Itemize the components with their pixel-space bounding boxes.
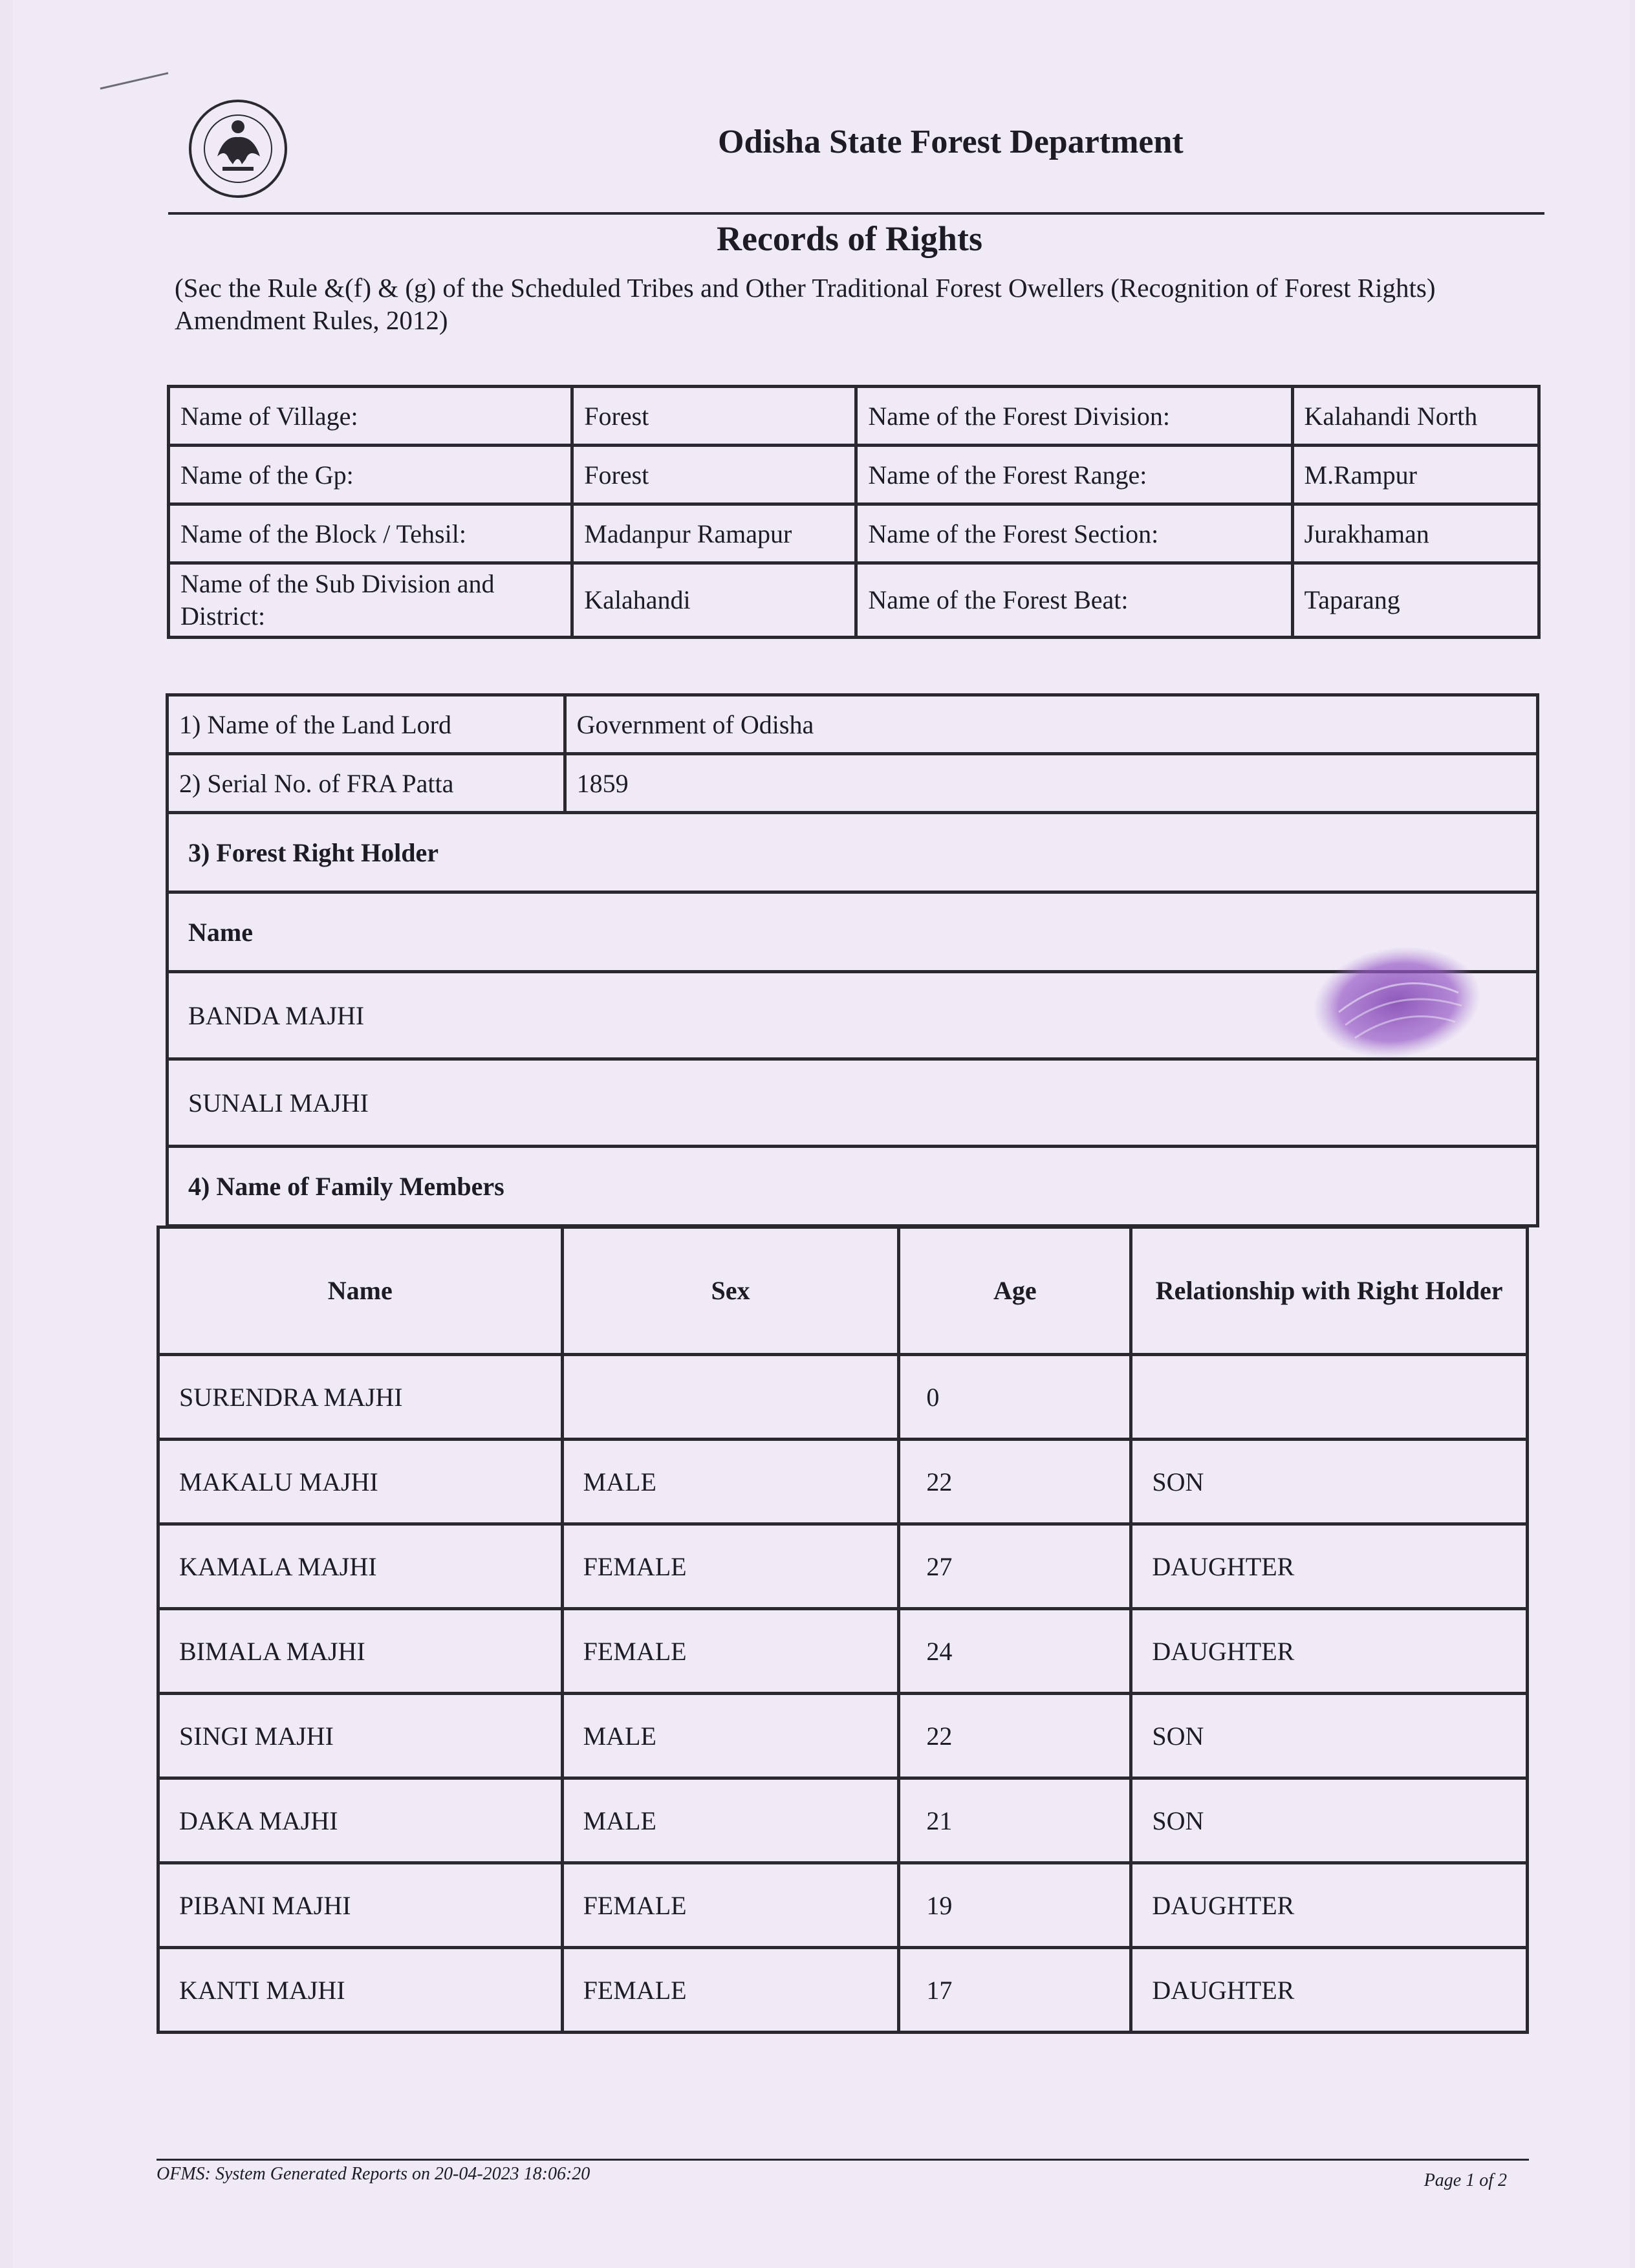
member-sex: FEMALE (562, 1609, 899, 1694)
document-title: Records of Rights (717, 219, 982, 258)
section-value: Jurakhaman (1292, 504, 1539, 563)
header-divider (168, 212, 1544, 215)
table-row (168, 813, 1538, 892)
location-table (167, 385, 1541, 639)
footer-generated-note: OFMS: System Generated Reports on 20-04-2023 18:06:20 (157, 2164, 590, 2184)
member-age: 22 (899, 1440, 1131, 1524)
division-label: Name of the Forest Division: (856, 387, 1292, 446)
footer-divider (157, 2159, 1529, 2161)
document-page (13, 0, 1630, 2268)
member-relationship: SON (1131, 1440, 1528, 1524)
family-members-heading: 4) Name of Family Members (168, 1147, 1538, 1226)
member-sex: FEMALE (562, 1524, 899, 1609)
member-sex: FEMALE (562, 1948, 899, 2033)
pen-mark (97, 68, 175, 94)
member-age: 17 (899, 1948, 1131, 2033)
subdivision-label: Name of the Sub Division and District: (169, 563, 572, 638)
table-row (158, 1863, 1528, 1948)
member-age: 24 (899, 1609, 1131, 1694)
member-age: 22 (899, 1694, 1131, 1778)
member-age: 21 (899, 1778, 1131, 1863)
table-row (168, 695, 1538, 754)
table-row (169, 504, 1539, 563)
member-sex: FEMALE (562, 1863, 899, 1948)
landlord-label: 1) Name of the Land Lord (168, 695, 565, 754)
holder-name-heading: Name (168, 892, 1538, 972)
table-row (158, 1440, 1528, 1524)
odisha-emblem-icon (186, 97, 290, 200)
member-relationship: DAUGHTER (1131, 1524, 1528, 1609)
column-header-age: Age (899, 1227, 1131, 1355)
column-header-sex: Sex (562, 1227, 899, 1355)
table-row (158, 1524, 1528, 1609)
member-relationship (1131, 1355, 1528, 1440)
member-sex: MALE (562, 1440, 899, 1524)
right-holder-name: BANDA MAJHI (168, 972, 1538, 1059)
table-row (168, 1147, 1538, 1226)
right-holder-heading: 3) Forest Right Holder (168, 813, 1538, 892)
table-row (168, 1059, 1538, 1147)
member-name: DAKA MAJHI (158, 1778, 563, 1863)
member-name: SURENDRA MAJHI (158, 1355, 563, 1440)
table-header-row (158, 1227, 1528, 1355)
column-header-name: Name (158, 1227, 563, 1355)
member-sex: MALE (562, 1778, 899, 1863)
thumbprint-icon (1306, 941, 1488, 1070)
member-sex (562, 1355, 899, 1440)
serial-value: 1859 (565, 754, 1537, 813)
member-name: PIBANI MAJHI (158, 1863, 563, 1948)
village-label: Name of Village: (169, 387, 572, 446)
table-row (158, 1948, 1528, 2033)
table-row (169, 563, 1539, 638)
table-row (158, 1694, 1528, 1778)
member-name: SINGI MAJHI (158, 1694, 563, 1778)
member-name: BIMALA MAJHI (158, 1609, 563, 1694)
page-number: Page 1 of 2 (1424, 2170, 1507, 2190)
gp-value: Forest (572, 446, 856, 504)
member-sex: MALE (562, 1694, 899, 1778)
range-label: Name of the Forest Range: (856, 446, 1292, 504)
range-value: M.Rampur (1292, 446, 1539, 504)
member-age: 0 (899, 1355, 1131, 1440)
member-relationship: DAUGHTER (1131, 1609, 1528, 1694)
beat-value: Taparang (1292, 563, 1539, 638)
subdivision-value: Kalahandi (572, 563, 856, 638)
landlord-value: Government of Odisha (565, 695, 1537, 754)
table-row (169, 446, 1539, 504)
member-age: 19 (899, 1863, 1131, 1948)
division-value: Kalahandi North (1292, 387, 1539, 446)
member-name: KAMALA MAJHI (158, 1524, 563, 1609)
rule-reference: (Sec the Rule &(f) & (g) of the Scheduled Tribes and Other Traditional Forest Owellers (Recognition of Forest Rights) Amendment Rules, 2012) (175, 273, 1436, 335)
table-row (158, 1778, 1528, 1863)
department-title: Odisha State Forest Department (718, 124, 1184, 160)
serial-label: 2) Serial No. of FRA Patta (168, 754, 565, 813)
member-age: 27 (899, 1524, 1131, 1609)
right-holder-name: SUNALI MAJHI (168, 1059, 1538, 1147)
gp-label: Name of the Gp: (169, 446, 572, 504)
table-row (169, 387, 1539, 446)
block-label: Name of the Block / Tehsil: (169, 504, 572, 563)
member-relationship: DAUGHTER (1131, 1948, 1528, 2033)
table-row (158, 1355, 1528, 1440)
member-relationship: SON (1131, 1778, 1528, 1863)
block-value: Madanpur Ramapur (572, 504, 856, 563)
village-value: Forest (572, 387, 856, 446)
beat-label: Name of the Forest Beat: (856, 563, 1292, 638)
column-header-relationship: Relationship with Right Holder (1131, 1227, 1528, 1355)
section-label: Name of the Forest Section: (856, 504, 1292, 563)
table-row (158, 1609, 1528, 1694)
member-relationship: SON (1131, 1694, 1528, 1778)
member-name: KANTI MAJHI (158, 1948, 563, 2033)
member-name: MAKALU MAJHI (158, 1440, 563, 1524)
family-table (157, 1226, 1529, 2034)
member-relationship: DAUGHTER (1131, 1863, 1528, 1948)
table-row (168, 754, 1538, 813)
